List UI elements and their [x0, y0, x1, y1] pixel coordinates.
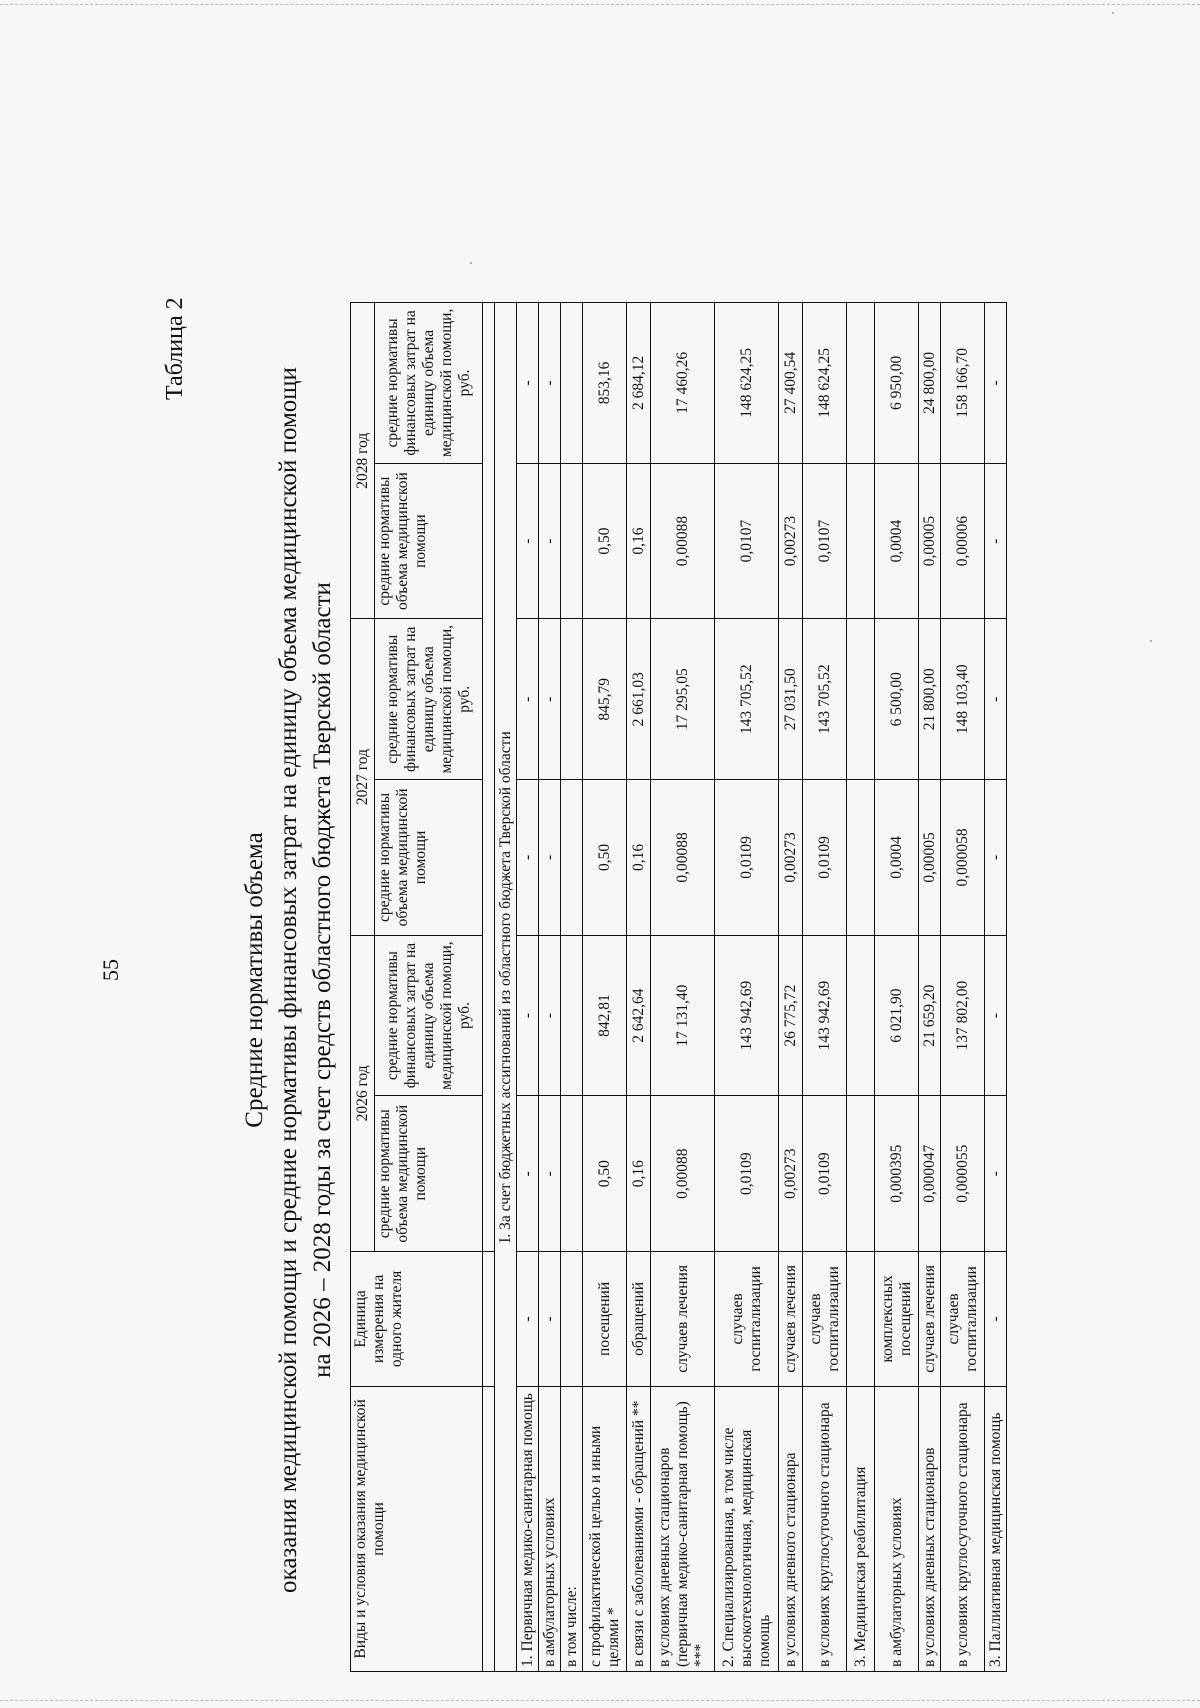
- row-volume-value: -: [517, 463, 539, 619]
- row-cost-value: -: [517, 619, 539, 780]
- row-volume-value: 0,00088: [651, 1096, 715, 1252]
- row-cost-value: 158 166,70: [941, 303, 985, 464]
- table-row: [627, 303, 651, 1672]
- row-cost-value: [561, 935, 583, 1096]
- row-volume-value: 0,0109: [715, 780, 779, 936]
- row-unit: случаев лечения: [919, 1252, 941, 1387]
- header-spacer: [483, 1386, 495, 1671]
- row-volume-value: 0,00273: [779, 463, 803, 619]
- row-unit: случаев госпитализации: [803, 1252, 847, 1387]
- row-volume-value: 0,50: [583, 780, 627, 936]
- row-cost-value: 137 802,00: [941, 935, 985, 1096]
- row-cost-value: -: [985, 935, 1007, 1096]
- row-label: в условиях круглосуточного стационара: [803, 1386, 847, 1671]
- table-row: [803, 303, 847, 1672]
- row-volume-value: 0,16: [627, 463, 651, 619]
- row-volume-value: [847, 1096, 875, 1252]
- scan-edge-bottom: [0, 1700, 1200, 1701]
- row-unit: случаев госпитализации: [941, 1252, 985, 1387]
- rotated-page: [20, 240, 1090, 1700]
- row-cost-value: 148 103,40: [941, 619, 985, 780]
- row-volume-value: -: [539, 463, 561, 619]
- row-cost-value: [847, 303, 875, 464]
- row-volume-value: 0,00088: [651, 463, 715, 619]
- row-volume-value: 0,16: [627, 780, 651, 936]
- row-cost-value: 6 021,90: [875, 935, 919, 1096]
- row-cost-value: 148 624,25: [803, 303, 847, 464]
- row-unit: посещений: [583, 1252, 627, 1387]
- row-volume-value: 0,0004: [875, 780, 919, 936]
- row-volume-value: 0,0004: [875, 463, 919, 619]
- row-cost-value: [847, 935, 875, 1096]
- header-year-2028: 2028 год: [351, 303, 375, 619]
- row-label: в условиях дневного стационара: [779, 1386, 803, 1671]
- row-cost-value: 24 800,00: [919, 303, 941, 464]
- row-unit: обращений: [627, 1252, 651, 1387]
- row-volume-value: 0,0109: [803, 780, 847, 936]
- row-cost-value: 853,16: [583, 303, 627, 464]
- title-line-1: Средние нормативы объема: [241, 832, 268, 1128]
- table-title: [238, 320, 340, 1640]
- page-number: 55: [98, 959, 123, 981]
- table-row: [715, 303, 779, 1672]
- header-volume: средние нормативы объема медицинской помощи: [375, 780, 483, 936]
- row-volume-value: 0,00273: [779, 780, 803, 936]
- row-volume-value: 0,16: [627, 1096, 651, 1252]
- table-row: [779, 303, 803, 1672]
- row-volume-value: 0,0109: [803, 1096, 847, 1252]
- row-volume-value: [847, 780, 875, 936]
- row-label: 3. Медицинская реабилитация: [847, 1386, 875, 1671]
- row-volume-value: -: [985, 1096, 1007, 1252]
- scan-edge-top: [0, 4, 1200, 5]
- row-unit: случаев госпитализации: [715, 1252, 779, 1387]
- row-label: в том числе:: [561, 1386, 583, 1671]
- row-volume-value: -: [539, 780, 561, 936]
- row-cost-value: 842,81: [583, 935, 627, 1096]
- row-unit: [847, 1252, 875, 1387]
- row-cost-value: 27 031,50: [779, 619, 803, 780]
- title-line-3: на 2026 – 2028 годы за счет средств областного бюджета Тверской области: [309, 582, 336, 1378]
- header-kind: Виды и условия оказания медицинской помощи: [351, 1386, 483, 1671]
- header-spacer: [483, 1252, 495, 1387]
- row-volume-value: 0,000055: [941, 1096, 985, 1252]
- row-cost-value: 17 460,26: [651, 303, 715, 464]
- header-year-2026: 2026 год: [351, 935, 375, 1251]
- row-cost-value: -: [985, 303, 1007, 464]
- row-cost-value: -: [539, 935, 561, 1096]
- row-volume-value: 0,0107: [715, 463, 779, 619]
- row-unit: [561, 1252, 583, 1387]
- row-label: в связи с заболеваниями - обращений **: [627, 1386, 651, 1671]
- table-row: [561, 303, 583, 1672]
- row-cost-value: 2 661,03: [627, 619, 651, 780]
- row-cost-value: 148 624,25: [715, 303, 779, 464]
- table-row: [651, 303, 715, 1672]
- row-cost-value: [561, 619, 583, 780]
- row-unit: -: [539, 1252, 561, 1387]
- title-line-2: оказания медицинской помощи и средние нормативы финансовых затрат на единицу объема медицинской помощи: [275, 367, 302, 1593]
- row-volume-value: 0,000047: [919, 1096, 941, 1252]
- row-cost-value: -: [517, 303, 539, 464]
- row-cost-value: 21 800,00: [919, 619, 941, 780]
- table-label: Таблица 2: [162, 297, 188, 400]
- row-cost-value: [847, 619, 875, 780]
- row-volume-value: 0,50: [583, 463, 627, 619]
- table-row: [539, 303, 561, 1672]
- row-volume-value: 0,00088: [651, 780, 715, 936]
- row-cost-value: -: [539, 619, 561, 780]
- row-volume-value: -: [517, 1096, 539, 1252]
- row-cost-value: -: [985, 619, 1007, 780]
- row-cost-value: 27 400,54: [779, 303, 803, 464]
- header-year-2027: 2027 год: [351, 619, 375, 935]
- header-spacer: [483, 303, 495, 1252]
- table-row: [875, 303, 919, 1672]
- row-volume-value: -: [517, 780, 539, 936]
- row-volume-value: -: [539, 1096, 561, 1252]
- row-label: в условиях дневных стационаров: [919, 1386, 941, 1671]
- row-volume-value: [561, 463, 583, 619]
- row-cost-value: 17 295,05: [651, 619, 715, 780]
- row-cost-value: 6 950,00: [875, 303, 919, 464]
- row-volume-value: 0,00005: [919, 463, 941, 619]
- row-cost-value: 6 500,00: [875, 619, 919, 780]
- row-unit: случаев лечения: [779, 1252, 803, 1387]
- row-unit: -: [517, 1252, 539, 1387]
- row-volume-value: [561, 780, 583, 936]
- row-cost-value: 2 642,64: [627, 935, 651, 1096]
- row-cost-value: 143 942,69: [803, 935, 847, 1096]
- row-cost-value: -: [517, 935, 539, 1096]
- row-volume-value: 0,000395: [875, 1096, 919, 1252]
- row-cost-value: 2 684,12: [627, 303, 651, 464]
- row-volume-value: [847, 463, 875, 619]
- section-title: I. За счет бюджетных ассигнований из областного бюджета Тверской области: [495, 303, 517, 1672]
- table-row: [583, 303, 627, 1672]
- row-label: с профилактической целью и иными целями *: [583, 1386, 627, 1671]
- table-header: [351, 303, 495, 1672]
- scan-speck: [1150, 640, 1152, 642]
- row-label: в амбулаторных условиях: [539, 1386, 561, 1671]
- header-cost: средние нормативы финансовых затрат на единицу объема медицинской помощи, руб.: [375, 935, 483, 1096]
- row-cost-value: [561, 303, 583, 464]
- table-row: [847, 303, 875, 1672]
- row-cost-value: -: [539, 303, 561, 464]
- row-volume-value: 0,0107: [803, 463, 847, 619]
- header-cost: средние нормативы финансовых затрат на единицу объема медицинской помощи, руб.: [375, 619, 483, 780]
- row-cost-value: 21 659,20: [919, 935, 941, 1096]
- row-label: 1. Первичная медико-санитарная помощь: [517, 1386, 539, 1671]
- row-cost-value: 143 942,69: [715, 935, 779, 1096]
- row-cost-value: 845,79: [583, 619, 627, 780]
- row-unit: -: [985, 1252, 1007, 1387]
- row-label: 3. Паллиативная медицинская помощь: [985, 1386, 1007, 1671]
- row-cost-value: 26 775,72: [779, 935, 803, 1096]
- row-volume-value: 0,0109: [715, 1096, 779, 1252]
- scan-speck: [1112, 12, 1114, 14]
- row-label: в условиях дневных стационаров (первичная медико-санитарная помощь) ***: [651, 1386, 715, 1671]
- row-cost-value: 17 131,40: [651, 935, 715, 1096]
- table-row: [941, 303, 985, 1672]
- row-volume-value: -: [985, 780, 1007, 936]
- header-volume: средние нормативы объема медицинской помощи: [375, 463, 483, 619]
- row-label: в амбулаторных условиях: [875, 1386, 919, 1671]
- row-cost-value: 143 705,52: [803, 619, 847, 780]
- row-label: 2. Специализированная, в том числе высокотехнологичная, медицинская помощь: [715, 1386, 779, 1671]
- row-volume-value: [561, 1096, 583, 1252]
- row-cost-value: 143 705,52: [715, 619, 779, 780]
- row-label: в условиях круглосуточного стационара: [941, 1386, 985, 1671]
- table-body: [495, 303, 1007, 1672]
- row-unit: комплексных посещений: [875, 1252, 919, 1387]
- standards-table: [350, 302, 1007, 1672]
- header-volume: средние нормативы объема медицинской помощи: [375, 1096, 483, 1252]
- table-row: [517, 303, 539, 1672]
- header-unit: Единица измерения на одного жителя: [351, 1252, 483, 1387]
- row-unit: случаев лечения: [651, 1252, 715, 1387]
- row-volume-value: 0,00005: [919, 780, 941, 936]
- table-row: [919, 303, 941, 1672]
- header-cost: средние нормативы финансовых затрат на единицу объема медицинской помощи, руб.: [375, 303, 483, 464]
- row-volume-value: 0,00273: [779, 1096, 803, 1252]
- row-volume-value: 0,50: [583, 1096, 627, 1252]
- row-volume-value: 0,000058: [941, 780, 985, 936]
- table-row: [985, 303, 1007, 1672]
- row-volume-value: -: [985, 463, 1007, 619]
- row-volume-value: 0,00006: [941, 463, 985, 619]
